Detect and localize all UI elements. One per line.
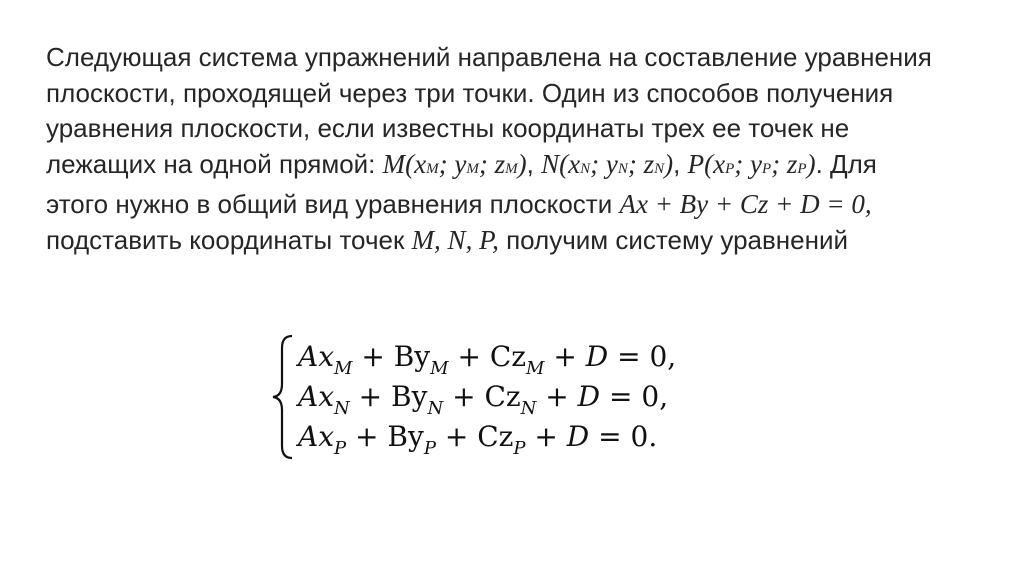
point-p: P(xP; yP; zP) (687, 148, 816, 179)
para-line-5-text: этого нужно в общий вид уравнения плоскости (46, 189, 613, 219)
equation-3: $Ax_P + By_P + Cz_P + D = 0$. (298, 420, 658, 459)
para-line-6-text: подставить координаты точек (46, 224, 405, 255)
body-paragraph (46, 40, 986, 258)
points-list: M, N, P, (411, 224, 499, 255)
para-line-6 (46, 223, 986, 259)
para-line-2: плоскости, проходящей через три точки. Один из способов получения (46, 77, 894, 108)
para-line-6-end: получим систему уравнений (506, 224, 849, 255)
plane-formula: Ax + By + Cz + D = 0, (619, 189, 872, 219)
para-line-5 (46, 187, 986, 223)
para-line-1: Следующая система упражнений направлена на составление уравнения (46, 42, 932, 72)
para-line-4-text: лежащих на одной прямой: (46, 148, 376, 179)
point-n: N(xN; yN; zN) (541, 148, 674, 179)
equation-system (270, 332, 750, 462)
para-line-3: уравнения плоскости, если известны координаты трех ее точек не (46, 113, 850, 143)
left-brace-icon (270, 332, 296, 462)
equation-2: $Ax_N + By_N + Cz_N + D = 0$, (298, 380, 669, 419)
para-line-4: лежащих на одной прямой: M(xM; yM; zM), N(xN; yN; zN), P(xP; yP; zP). Для (46, 148, 877, 179)
point-m: M(xM; yM; zM) (382, 148, 527, 179)
para-line-4-end: Для (830, 148, 877, 179)
equation-1: $Ax_M + By_M + Cz_M + D = 0$, (298, 340, 677, 379)
